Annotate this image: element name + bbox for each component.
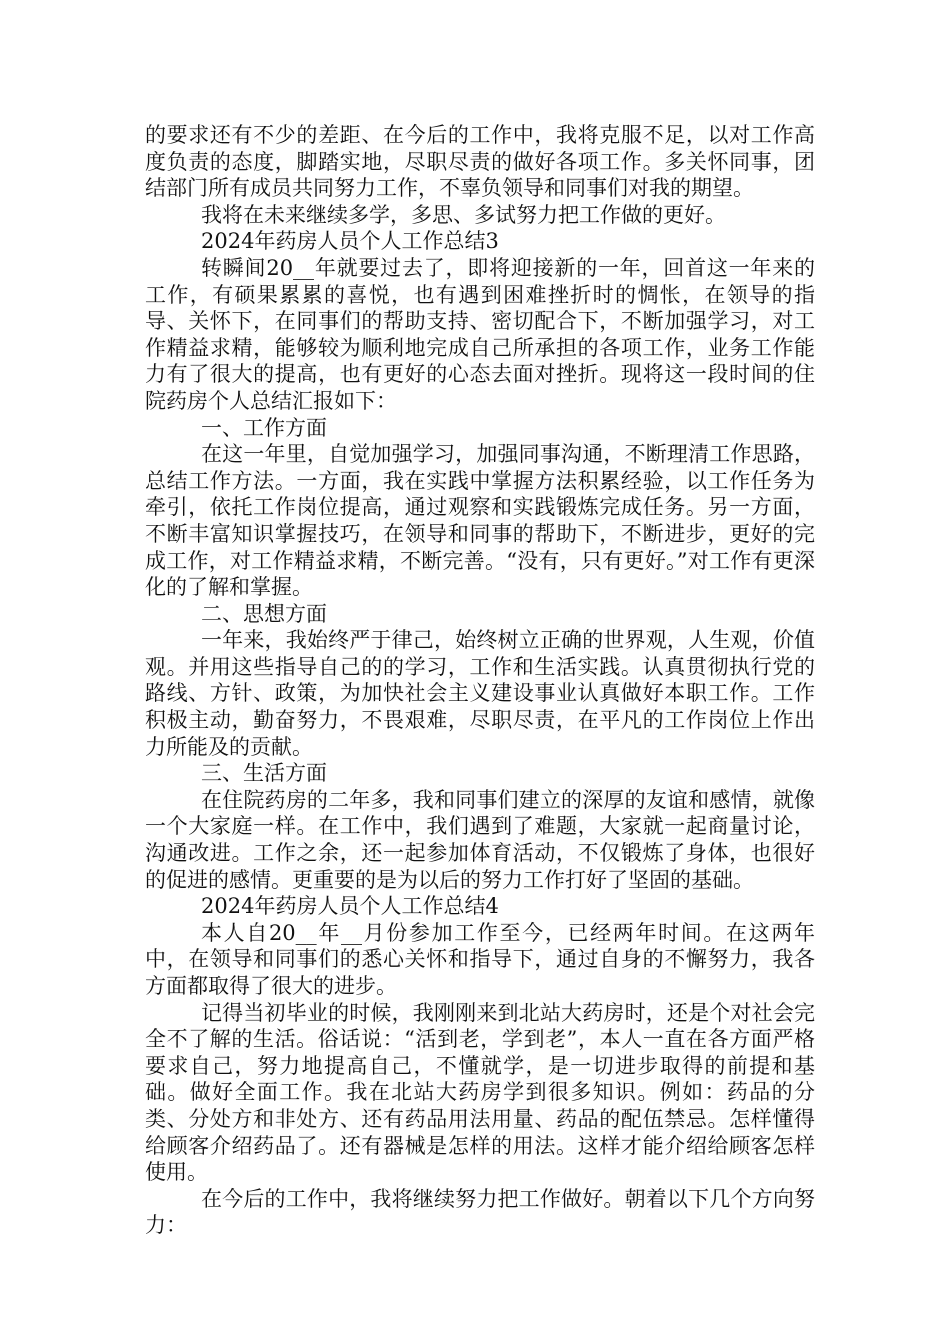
paragraph-learning: 记得当初毕业的时候，我刚刚来到北站大药房时，还是个对社会完全不了解的生活。俗话说：“活到老，学到老”，本人一直在各方面严格要求自己，努力地提高自己，不懂就学，是一切进步取得的前提和基础。做好全面工作。我在北站大药房学到很多知识。例如：药品的分类、分处方和非处方、还有药品用法用量、药品的配伍禁忌。怎样懂得给顾客介绍药品了。还有器械是怎样的用法。这样才能介绍给顾客怎样使用。: [145, 1000, 815, 1185]
paragraph-continuation: 的要求还有不少的差距、在今后的工作中，我将克服不足，以对工作高度负责的态度，脚踏实地，尽职尽责的做好各项工作。多关怀同事，团结部门所有成员共同努力工作，不辜负领导和同事们对我的期望。: [145, 123, 815, 201]
paragraph-intro-4: 本人自20__年__月份参加工作至今，已经两年时间。在这两年中，在领导和同事们的悉心关怀和指导下，通过自身的不懈努力，我各方面都取得了很大的进步。: [145, 920, 815, 998]
paragraph-life: 在住院药房的二年多，我和同事们建立的深厚的友谊和感情，就像一个大家庭一样。在工作中，我们遇到了难题，大家就一起商量讨论，沟通改进。工作之余，还一起参加体育活动，不仅锻炼了身体，也很好的促进的感情。更重要的是为以后的努力工作打好了坚固的基础。: [145, 787, 815, 892]
paragraph-future: 在今后的工作中，我将继续努力把工作做好。朝着以下几个方向努力：: [145, 1186, 815, 1238]
document-body: [145, 122, 815, 1239]
paragraph-work: 在这一年里，自觉加强学习，加强同事沟通，不断理清工作思路，总结工作方法。一方面，我在实践中掌握方法积累经验，以工作任务为牵引，依托工作岗位提高，通过观察和实践锻炼完成任务。另一方面，不断丰富知识掌握技巧，在领导和同事的帮助下，不断进步，更好的完成工作，对工作精益求精，不断完善。“没有，只有更好。”对工作有更深化的了解和掌握。: [145, 442, 815, 600]
subheading-work: 一、工作方面: [201, 415, 327, 440]
paragraph-closing: 我将在未来继续多学，多思、多试努力把工作做的更好。: [201, 202, 726, 227]
section-heading-4: 2024年药房人员个人工作总结4: [201, 894, 499, 919]
paragraph-intro-3: 转瞬间20__年就要过去了，即将迎接新的一年，回首这一年来的工作，有硕果累累的喜悦，也有遇到困难挫折时的惆怅，在领导的指导、关怀下，在同事们的帮助支持、密切配合下，不断加强学习，对工作精益求精，能够较为顺利地完成自己所承担的各项工作，业务工作能力有了很大的提高，也有更好的心态去面对挫折。现将这一段时间的住院药房个人总结汇报如下：: [145, 255, 815, 413]
subheading-thought: 二、思想方面: [201, 601, 327, 626]
paragraph-thought: 一年来，我始终严于律己，始终树立正确的世界观，人生观，价值观。并用这些指导自己的的学习，工作和生活实践。认真贯彻执行党的路线、方针、政策，为加快社会主义建设事业认真做好本职工作。工作积极主动，勤奋努力，不畏艰难，尽职尽责，在平凡的工作岗位上作出力所能及的贡献。: [145, 628, 815, 759]
subheading-life: 三、生活方面: [201, 761, 327, 786]
section-heading-3: 2024年药房人员个人工作总结3: [201, 229, 499, 254]
